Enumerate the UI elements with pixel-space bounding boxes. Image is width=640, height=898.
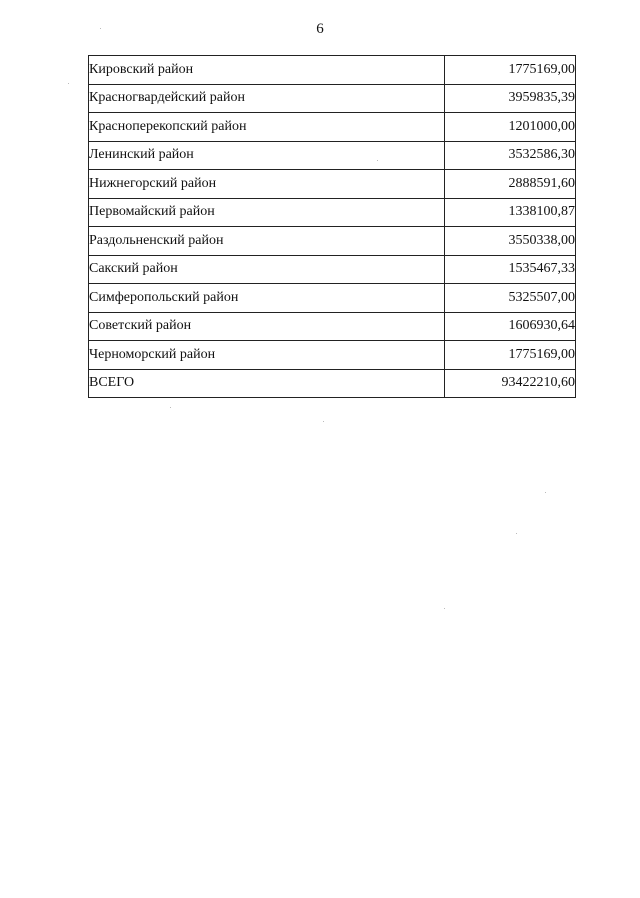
amount-cell: 1338100,87 — [444, 198, 575, 227]
page-number: 6 — [316, 21, 324, 37]
scan-speck — [444, 608, 445, 609]
total-amount-cell: 93422210,60 — [444, 369, 575, 398]
table-row — [89, 84, 576, 113]
table-row — [89, 312, 576, 341]
district-name-cell: Симферопольский район — [89, 284, 445, 313]
table-row — [89, 255, 576, 284]
district-name-cell: Нижнегорский район — [89, 170, 445, 199]
table-row — [89, 198, 576, 227]
district-name-cell: Черноморский район — [89, 341, 445, 370]
amount-cell: 1775169,00 — [444, 56, 575, 85]
district-name-cell: Раздольненский район — [89, 227, 445, 256]
district-name-cell: Красноперекопский район — [89, 113, 445, 142]
total-label-cell: ВСЕГО — [89, 369, 445, 398]
amount-cell: 1606930,64 — [444, 312, 575, 341]
table-row — [89, 227, 576, 256]
total-row — [89, 369, 576, 398]
scan-speck — [545, 492, 546, 493]
scan-speck — [170, 407, 171, 408]
amount-cell: 3532586,30 — [444, 141, 575, 170]
district-name-cell: Советский район — [89, 312, 445, 341]
scan-speck — [516, 533, 517, 534]
scan-speck — [323, 421, 324, 422]
scan-speck — [68, 83, 69, 84]
district-name-cell: Красногвардейский район — [89, 84, 445, 113]
table-row — [89, 170, 576, 199]
district-name-cell: Первомайский район — [89, 198, 445, 227]
amount-cell: 2888591,60 — [444, 170, 575, 199]
table-row — [89, 284, 576, 313]
district-name-cell: Ленинский район — [89, 141, 445, 170]
table-row — [89, 113, 576, 142]
amount-cell: 1201000,00 — [444, 113, 575, 142]
table-row — [89, 141, 576, 170]
scan-speck — [100, 28, 101, 29]
table-row — [89, 341, 576, 370]
amount-cell: 1535467,33 — [444, 255, 575, 284]
district-amounts-table — [88, 55, 576, 398]
scan-speck — [377, 160, 378, 161]
district-name-cell: Кировский район — [89, 56, 445, 85]
amount-cell: 1775169,00 — [444, 341, 575, 370]
amount-cell: 5325507,00 — [444, 284, 575, 313]
amount-cell: 3959835,39 — [444, 84, 575, 113]
district-name-cell: Сакский район — [89, 255, 445, 284]
table-row — [89, 56, 576, 85]
amount-cell: 3550338,00 — [444, 227, 575, 256]
